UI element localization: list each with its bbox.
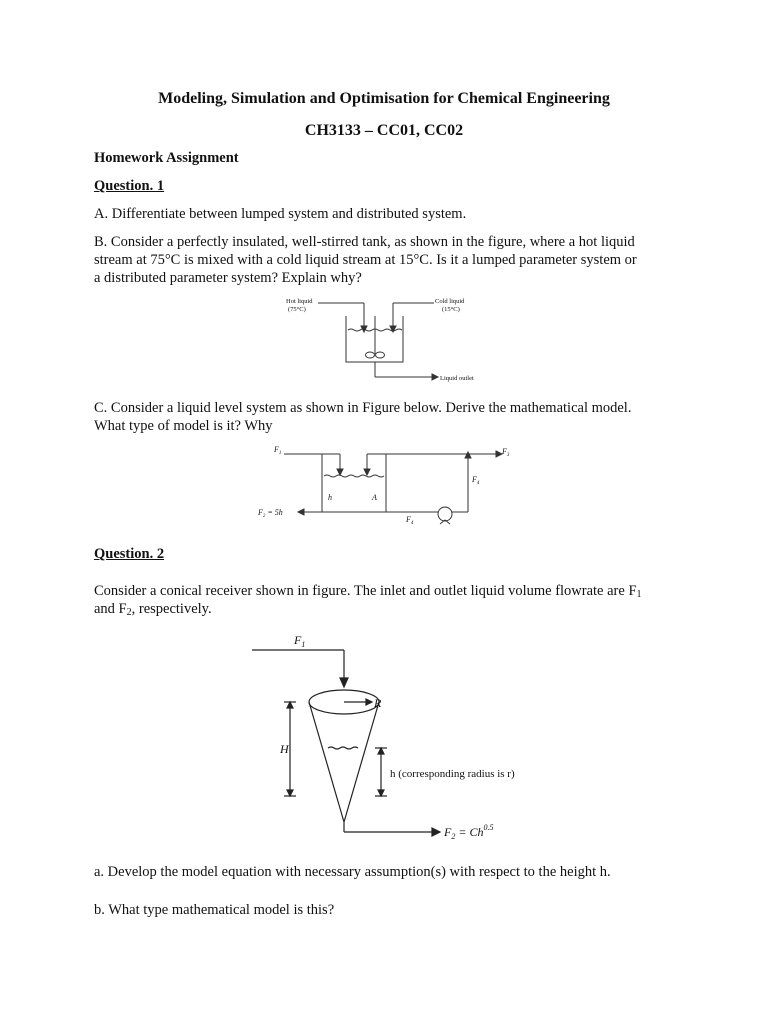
q1-part-b-line2: stream at 75°C is mixed with a cold liquid stream at 15°C. Is it a lumped parameter system or: [94, 252, 637, 268]
liquid-level-figure: [254, 440, 516, 538]
liquid-outlet-label: Liquid outlet: [440, 375, 474, 382]
f1-inlet-label: $F_1$: [294, 633, 306, 649]
f3-label: $F_3$: [502, 447, 510, 458]
q2-part-b: b. What type mathematical model is this?: [94, 902, 335, 918]
q1-part-c-line2: What type of model is it? Why: [94, 418, 273, 434]
q1-part-b-line1: B. Consider a perfectly insulated, well-stirred tank, as shown in the figure, where a hot liquid: [94, 234, 635, 250]
question-2-heading: Question. 2: [94, 546, 165, 562]
height-h-label: h: [328, 493, 332, 502]
height-H-label: H: [280, 742, 289, 756]
f4-horizontal-label: $F_4$: [406, 515, 414, 526]
q2-part-a: a. Develop the model equation with necessary assumption(s) with respect to the height h.: [94, 864, 611, 880]
hot-liquid-temp: (75°C): [288, 306, 306, 313]
assignment-heading: Homework Assignment: [94, 150, 239, 166]
cold-liquid-label: Cold liquid: [435, 298, 465, 305]
course-code: CH3133 – CC01, CC02: [304, 122, 464, 139]
question-1-heading: Question. 1: [94, 178, 165, 194]
cold-liquid-temp: (15°C): [442, 306, 460, 313]
f2-label: $F_2 = 5h$: [258, 508, 283, 519]
stirred-tank-figure: [282, 292, 486, 386]
q1-part-c-line1: C. Consider a liquid level system as shown in Figure below. Derive the mathematical model.: [94, 400, 632, 416]
conical-receiver-figure: [248, 630, 524, 848]
q1-part-a: A. Differentiate between lumped system and distributed system.: [94, 206, 467, 222]
radius-r-label: R: [374, 696, 382, 710]
area-a-label: A: [372, 493, 377, 502]
height-h-label: h (corresponding radius is r): [390, 768, 515, 780]
hot-liquid-label: Hot liquid: [286, 298, 313, 305]
document-title: Modeling, Simulation and Optimisation for Chemical Engineering: [158, 90, 610, 107]
f1-label: $F_1$: [274, 445, 282, 456]
q2-intro-line1: Consider a conical receiver shown in figure. The inlet and outlet liquid volume flowrate are $F_1$: [94, 583, 642, 600]
f2-outlet-label: $F_2 = Ch^{0.5}$: [444, 823, 494, 841]
q1-part-b-line3: a distributed parameter system? Explain why?: [94, 270, 362, 286]
q2-intro-line2: and $F_2$, respectively.: [94, 601, 212, 618]
f4-vertical-label: $F_4$: [472, 475, 480, 486]
